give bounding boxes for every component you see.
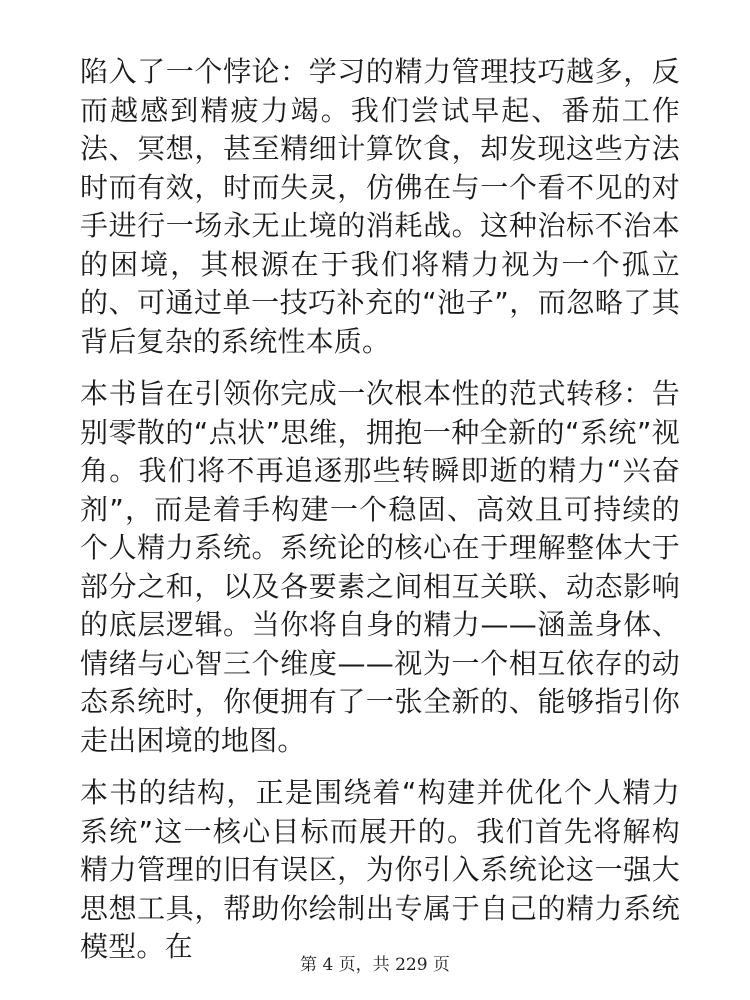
paragraph-3: 本书的结构，正是围绕着“构建并优化个人精力系统”这一核心目标而展开的。我们首先将解构精力管理的旧有误区，为你引入系统论这一强大思想工具，帮助你绘制出专属于自己的精力系统模型。在 [80, 776, 680, 963]
page-number-footer: 第 4 页，共 229 页 [300, 955, 450, 975]
page-content [80, 53, 680, 981]
paragraph-1: 陷入了一个悖论：学习的精力管理技巧越多，反而越感到精疲力竭。我们尝试早起、番茄工作法、冥想，甚至精细计算饮食，却发现这些方法时而有效，时而失灵，仿佛在与一个看不见的对手进行一场永无止境的消耗战。这种治标不治本的困境，其根源在于我们将精力视为一个孤立的、可通过单一技巧补充的“池子”，而忽略了其背后复杂的系统性本质。 [80, 55, 680, 358]
paragraph-2: 本书旨在引领你完成一次根本性的范式转移：告别零散的“点状”思维，拥抱一种全新的“系统”视角。我们将不再追逐那些转瞬即逝的精力“兴奋剂”，而是着手构建一个稳固、高效且可持续的个人精力系统。系统论的核心在于理解整体大于部分之和，以及各要素之间相互关联、动态影响的底层逻辑。当你将自身的精力——涵盖身体、情绪与心智三个维度——视为一个相互依存的动态系统时，你便拥有了一张全新的、能够指引你走出困境的地图。 [80, 377, 680, 757]
